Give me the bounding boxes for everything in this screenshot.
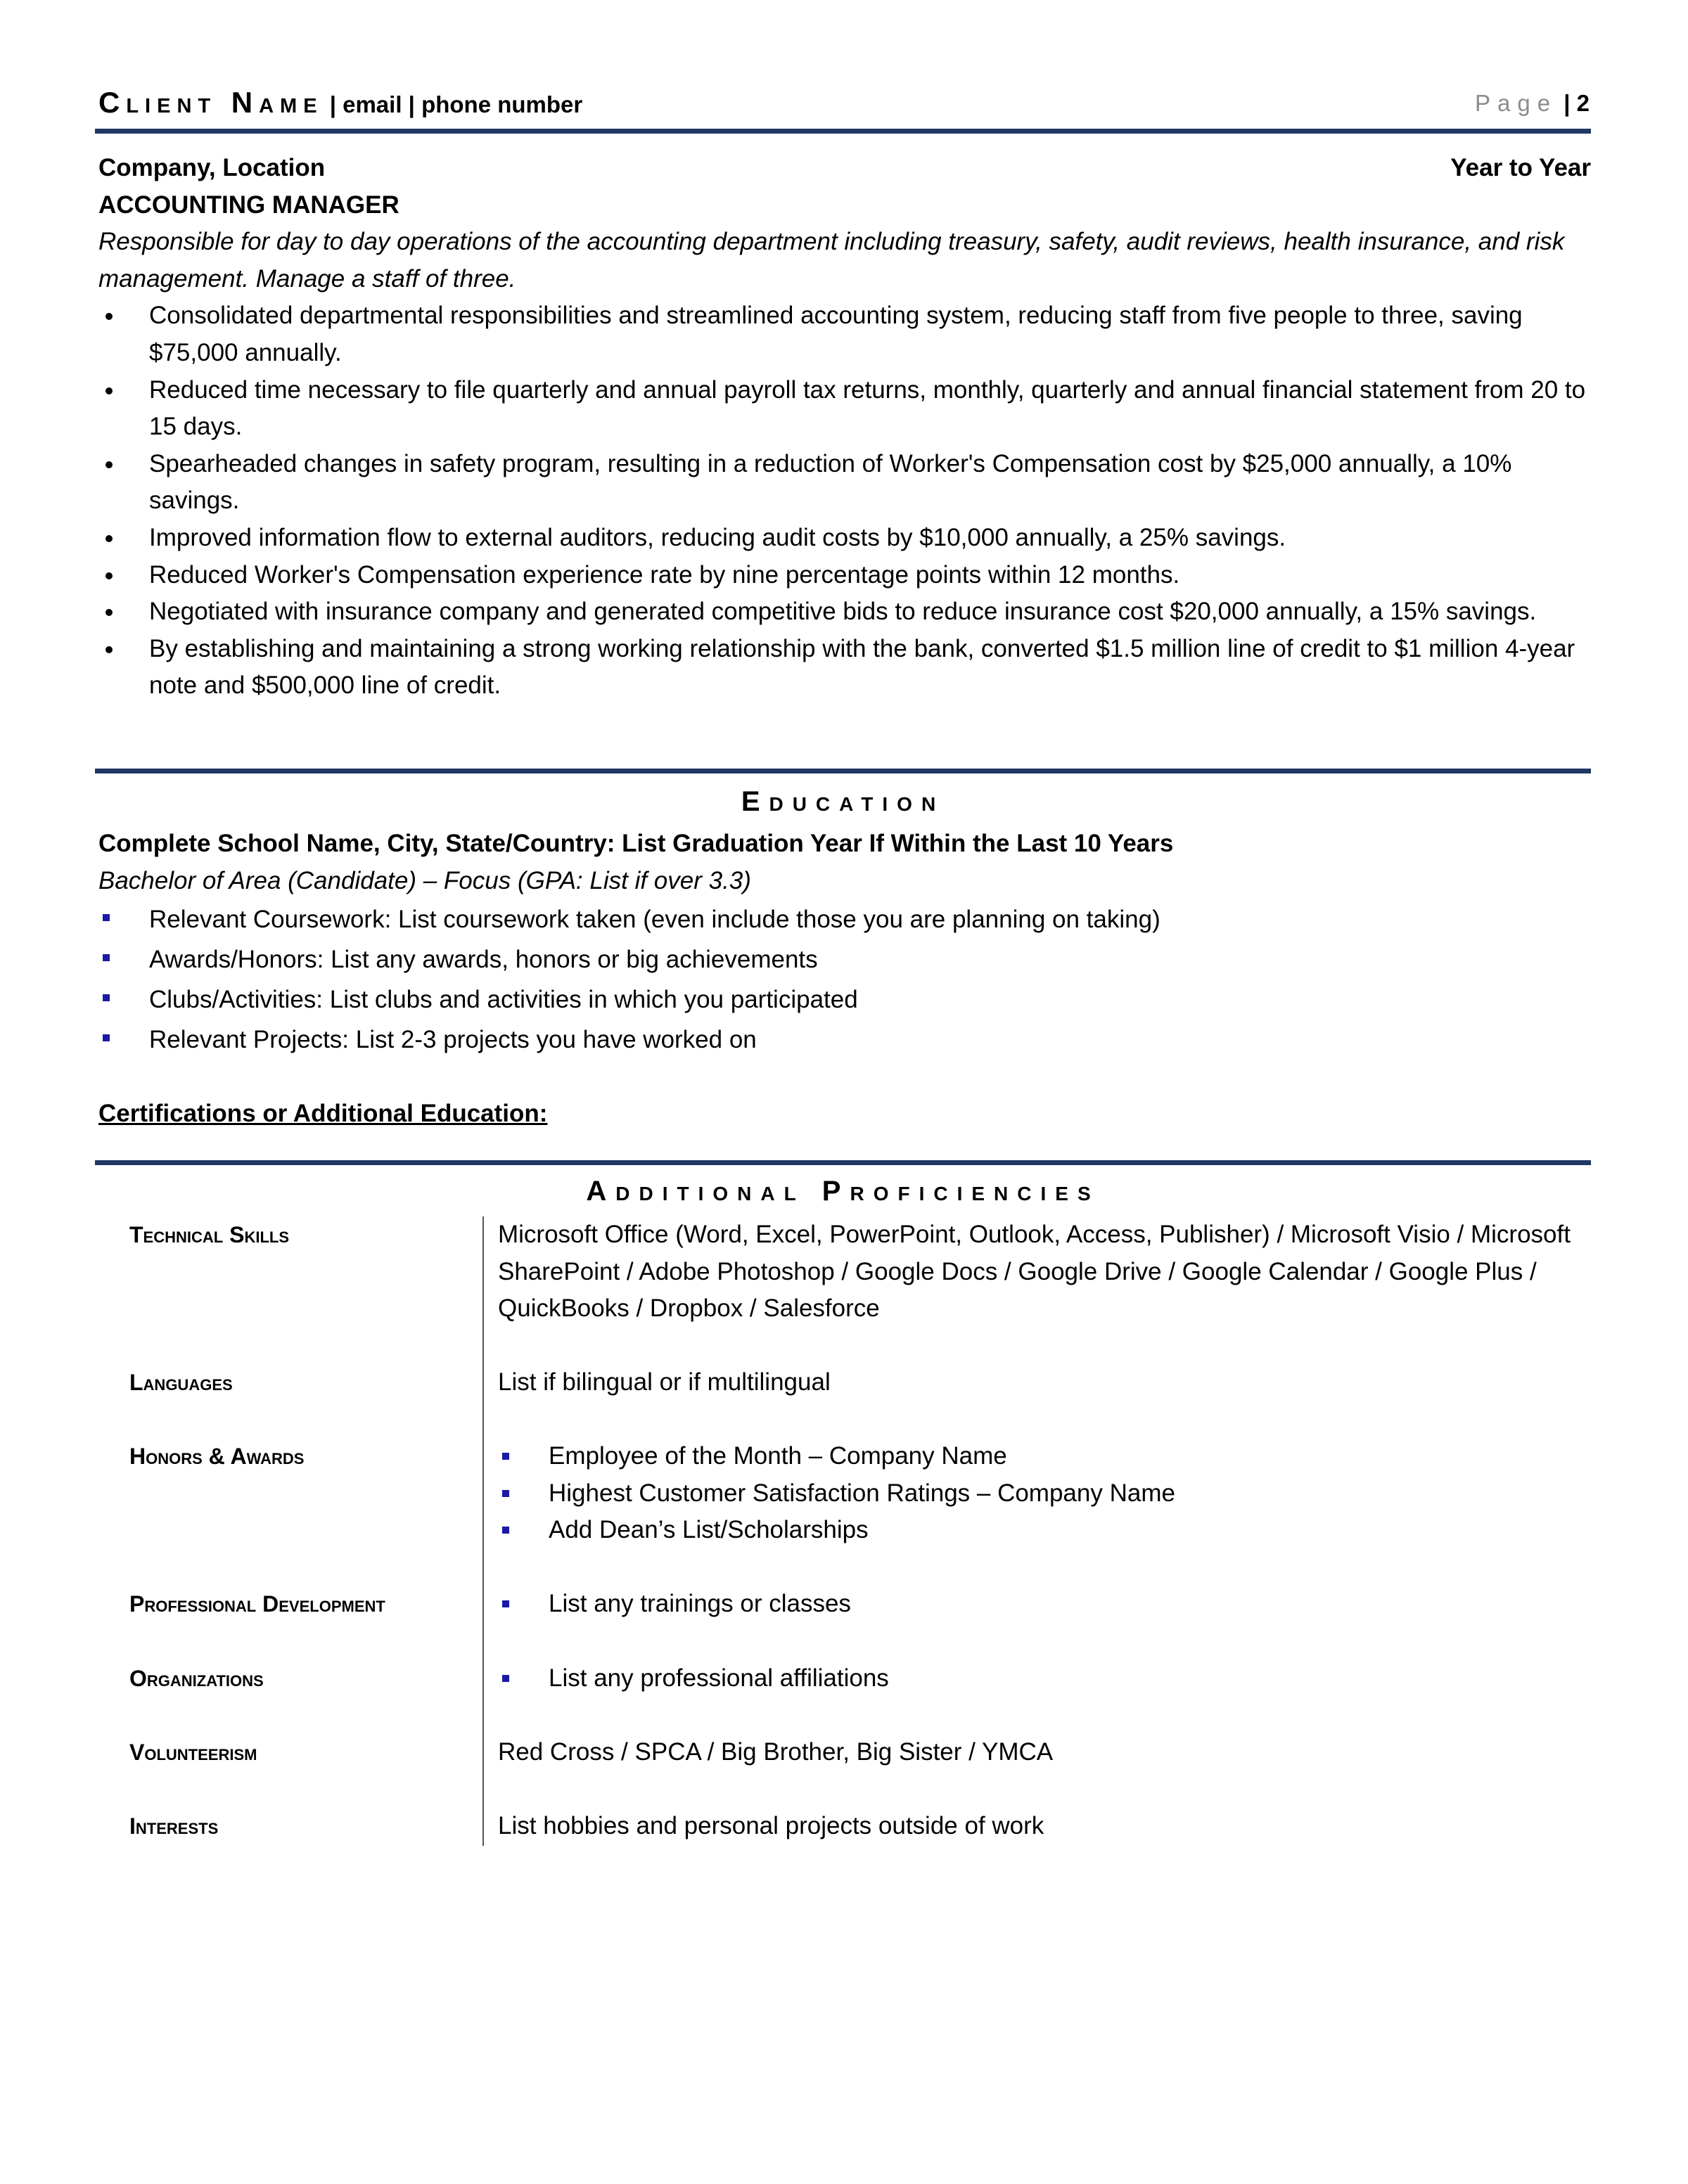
- languages-value: List if bilingual or if multilingual: [498, 1368, 831, 1396]
- honors-list: [498, 1438, 1595, 1549]
- list-item: Relevant Coursework: List coursework taken (even include those you are planning on taking): [98, 899, 1591, 939]
- certifications-heading: Certifications or Additional Education:: [98, 1100, 548, 1127]
- achievement-list: [98, 297, 1591, 705]
- page-label: Page: [1474, 90, 1558, 116]
- education-heading: Education: [741, 786, 945, 817]
- page-indicator: [1475, 90, 1590, 117]
- contact-info: | email | phone number: [323, 91, 583, 117]
- organizations-label: Organizations: [129, 1666, 264, 1691]
- list-item: List any trainings or classes: [498, 1586, 1595, 1623]
- list-item: List any professional affiliations: [498, 1660, 1595, 1697]
- section-rule: [95, 769, 1591, 773]
- header-rule: [95, 129, 1591, 134]
- interests-label: Interests: [129, 1813, 219, 1839]
- list-item: Highest Customer Satisfaction Ratings – Company Name: [498, 1475, 1595, 1512]
- education-list: [98, 899, 1591, 1060]
- organizations-list: [498, 1660, 1595, 1697]
- technical-label: Technical Skills: [129, 1222, 289, 1247]
- list-item: Reduced Worker's Compensation experience rate by nine percentage points within 12 months.: [98, 557, 1591, 594]
- header: [98, 86, 582, 120]
- experience-section: [98, 150, 1591, 705]
- education-section: [98, 826, 1591, 1060]
- section-rule: [95, 1160, 1591, 1165]
- volunteer-label: Volunteerism: [129, 1740, 257, 1765]
- table-divider: [482, 1216, 484, 1846]
- list-item: Relevant Projects: List 2-3 projects you have worked on: [98, 1020, 1591, 1060]
- page-number: 2: [1576, 90, 1590, 116]
- job-dates: Year to Year: [1450, 154, 1591, 181]
- degree-line: Bachelor of Area (Candidate) – Focus (GPA: List if over 3.3): [98, 866, 751, 894]
- list-item: Improved information flow to external auditors, reducing audit costs by $10,000 annually, a 25% savings.: [98, 520, 1591, 557]
- interests-value: List hobbies and personal projects outside of work: [498, 1812, 1044, 1839]
- list-item: Negotiated with insurance company and generated competitive bids to reduce insurance cost $20,000 annually, a 15% savings.: [98, 593, 1591, 631]
- list-item: Consolidated departmental responsibilities and streamlined accounting system, reducing staff from five people to three, saving $75,000 annually.: [98, 297, 1591, 371]
- technical-value: Microsoft Office (Word, Excel, PowerPoint, Outlook, Access, Publisher) / Microsoft Visio / Microsoft SharePoint / Adobe Photoshop / Google Docs / Google Drive / Google Calendar / Google Plus / QuickBooks / Dropbox / Salesforce: [498, 1221, 1571, 1323]
- list-item: Awards/Honors: List any awards, honors or big achievements: [98, 939, 1591, 979]
- profdev-list: [498, 1586, 1595, 1623]
- page-sep: |: [1557, 90, 1577, 116]
- list-item: Clubs/Activities: List clubs and activities in which you participated: [98, 979, 1591, 1020]
- company-location: Company, Location: [98, 154, 326, 181]
- list-item: Spearheaded changes in safety program, resulting in a reduction of Worker's Compensation cost by $25,000 annually, a 10% savings.: [98, 446, 1591, 520]
- list-item: Employee of the Month – Company Name: [498, 1438, 1595, 1475]
- client-name: Client Name: [98, 86, 324, 119]
- honors-label: Honors & Awards: [129, 1444, 305, 1469]
- languages-label: Languages: [129, 1370, 233, 1395]
- job-title: ACCOUNTING MANAGER: [98, 191, 399, 219]
- job-summary: Responsible for day to day operations of the accounting department including treasury, safety, audit reviews, health insurance, and risk management. Manage a staff of three.: [98, 228, 1565, 293]
- list-item: By establishing and maintaining a strong working relationship with the bank, converted $1.5 million line of credit to $1 million 4-year note and $500,000 line of credit.: [98, 631, 1591, 705]
- list-item: Reduced time necessary to file quarterly and annual payroll tax returns, monthly, quarterly and annual financial statement from 20 to 15 days.: [98, 372, 1591, 446]
- profdev-label: Professional Development: [129, 1591, 385, 1617]
- list-item: Add Dean’s List/Scholarships: [498, 1512, 1595, 1549]
- proficiencies-heading: Additional Proficiencies: [586, 1176, 1100, 1207]
- school-line: Complete School Name, City, State/Country: List Graduation Year If Within the Last 10 Years: [98, 830, 1174, 857]
- volunteer-value: Red Cross / SPCA / Big Brother, Big Sister / YMCA: [498, 1738, 1054, 1766]
